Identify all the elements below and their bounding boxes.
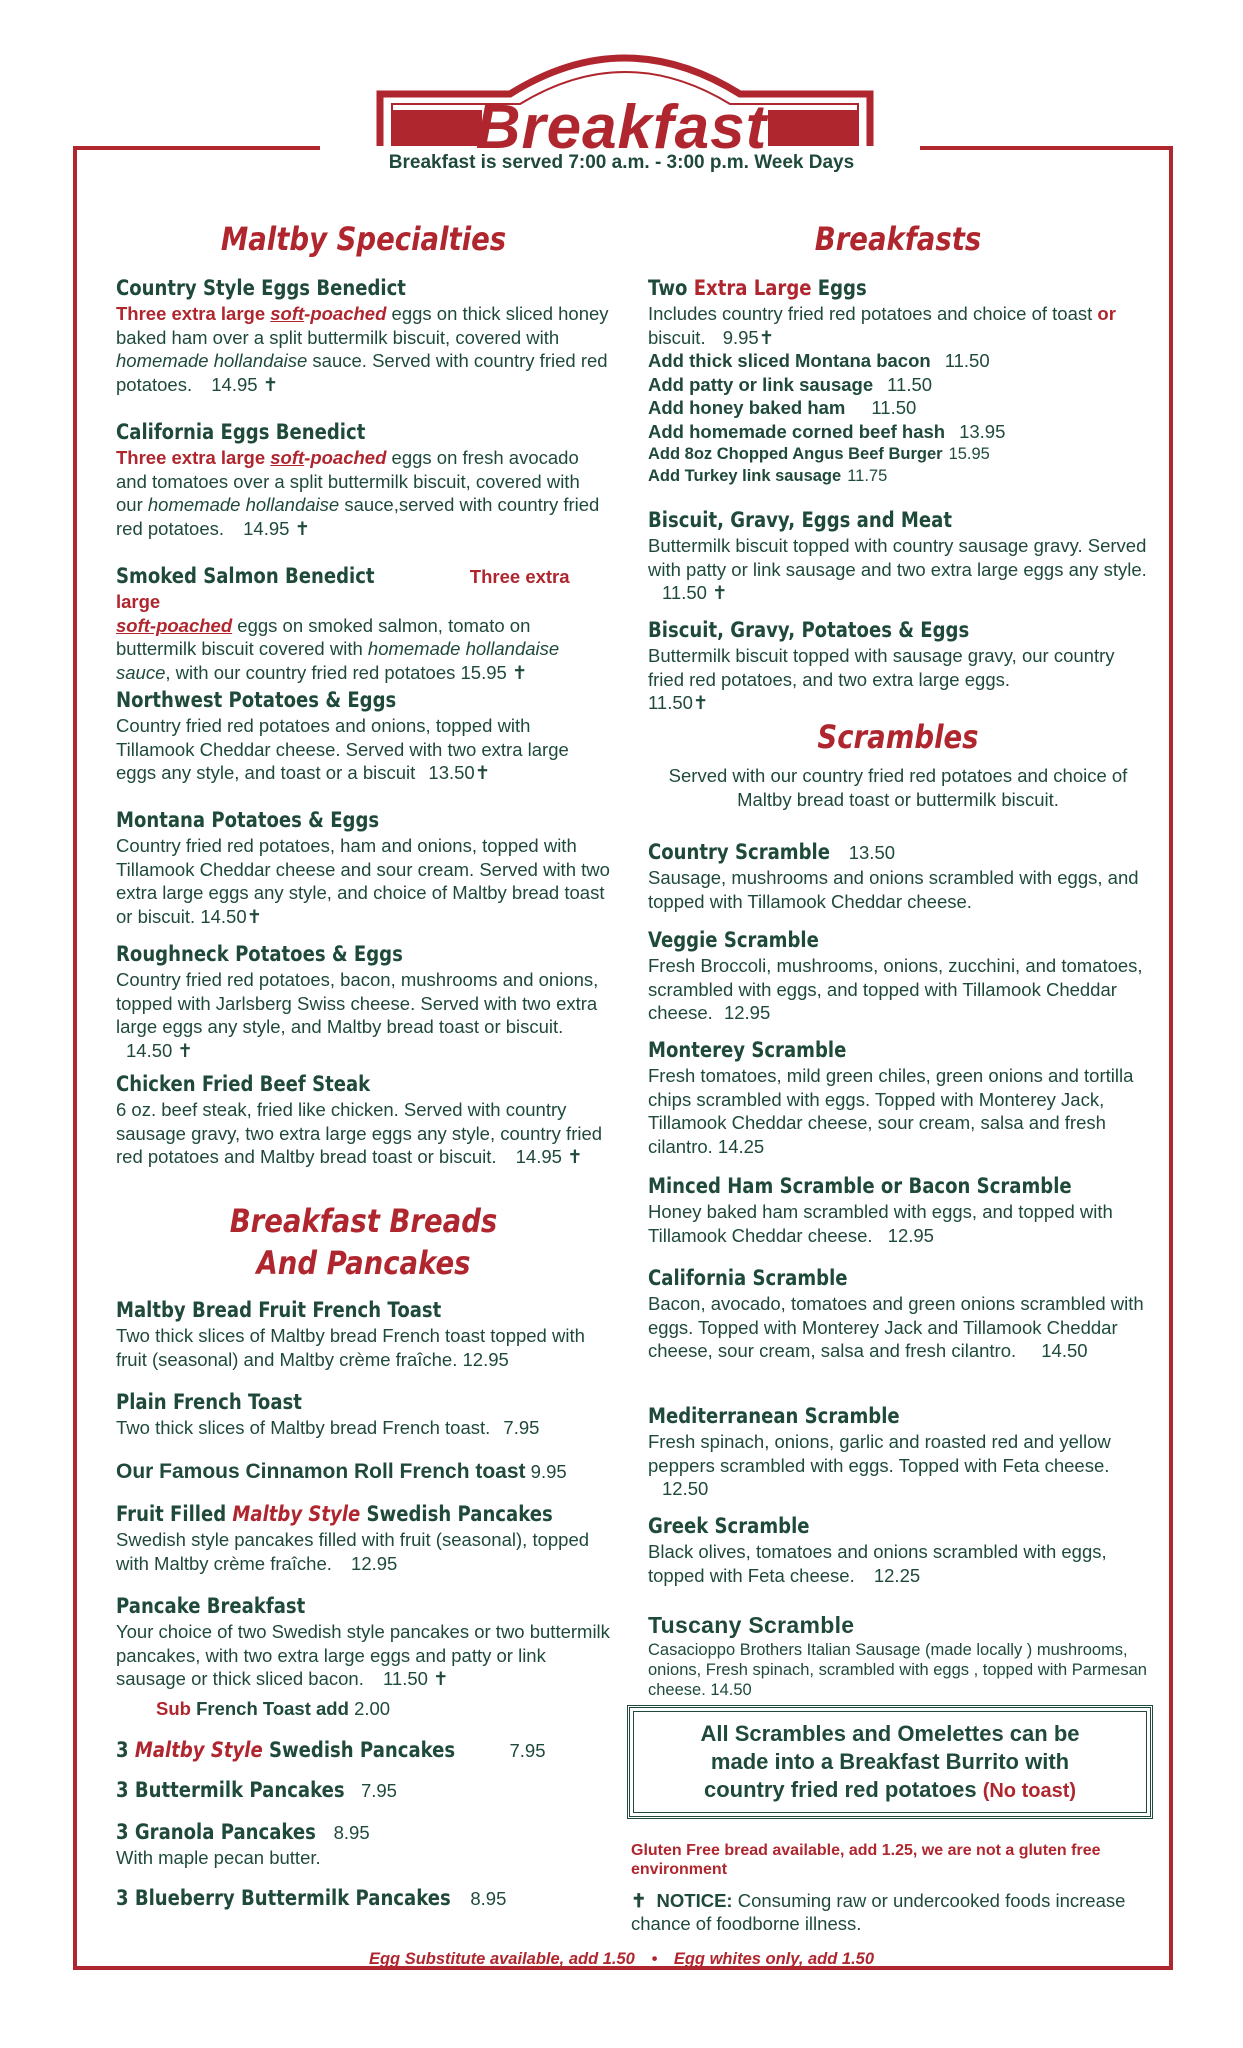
item-name: Mediterranean Scramble — [648, 1404, 900, 1428]
item-price: 13.50 — [848, 842, 896, 863]
menu-item — [116, 1736, 611, 1764]
item-price: 13.50✝ — [428, 762, 491, 783]
item-price: 14.95 ✝ — [515, 1146, 583, 1167]
item-name: Maltby Bread Fruit French Toast — [116, 1298, 442, 1322]
menu-item: Biscuit, Gravy, Eggs and Meat Buttermilk biscuit topped with country sausage gravy. Served with patty or link sausage and two extra large eggs any style. 11.50 ✝ — [648, 508, 1147, 603]
item-price: 14.95 ✝ — [243, 517, 311, 539]
item-name: Plain French Toast — [116, 1390, 302, 1414]
page-title: Breakfast — [475, 93, 768, 162]
item-price: 12.95 — [351, 1552, 398, 1574]
item-name: 3 Granola Pancakes — [116, 1820, 316, 1844]
item-price: 9.95 — [530, 1461, 567, 1482]
item-price: 11.50 ✝ — [382, 1668, 449, 1689]
item-name: Our Famous Cinnamon Roll French toast — [116, 1460, 526, 1483]
item-price: 14.50 — [1041, 1340, 1088, 1361]
item-price: 7.95 — [360, 1780, 397, 1801]
menu-item: Monterey Scramble Fresh tomatoes, mild green chiles, green onions and tortilla chips scrambled with eggs. Topped with Monterey Jack, Tillamook Cheddar cheese, sour cream, salsa and fresh cilantro. 14.25 — [648, 1038, 1134, 1157]
item-price: 12.95 — [462, 1348, 509, 1370]
item-name: Pancake Breakfast — [116, 1594, 306, 1618]
menu-item: Montana Potatoes & Eggs Country fried red potatoes, ham and onions, topped with Tillamook Cheddar cheese and sour cream. Served with two extra large eggs any style, and choice of Maltby bread toast or biscuit. 14.50✝ — [116, 808, 610, 927]
item-price: 8.95 — [333, 1822, 370, 1843]
item-name: 3 Buttermilk Pancakes — [116, 1778, 345, 1802]
item-price: 8.95 — [470, 1888, 507, 1909]
item-price: 14.95 ✝ — [211, 373, 279, 395]
menu-item: California Scramble Bacon, avocado, tomatoes and green onions scrambled with eggs. Topped with Monterey Jack and Tillamook Cheddar cheese, sour cream, salsa and fresh cilantro. 14.50 — [648, 1266, 1144, 1361]
scrambles-intro: Served with our country fried red potatoes and choice of Maltby bread toast or buttermilk biscuit. — [668, 765, 1128, 810]
foodborne-notice: ✝ NOTICE: Consuming raw or undercooked foods increase chance of foodborne illness. — [631, 1890, 1126, 1934]
burrito-notice-box: All Scrambles and Omelettes can be made into a Breakfast Burrito with country fried red potatoes (No toast) — [627, 1705, 1153, 1819]
addon-item: Add thick sliced Montana bacon 11.50 — [648, 350, 990, 371]
item-price: 14.50✝ — [200, 905, 263, 927]
menu-item: Smoked Salmon Benedict Three extra large soft-poached eggs on smoked salmon, tomato on buttermilk biscuit covered with homemade hollandaise sauce, with our country fried red potatoes 15.95 ✝ — [116, 564, 570, 683]
addon-item: Add patty or link sausage 11.50 — [648, 373, 933, 395]
menu-item: Minced Ham Scramble or Bacon Scramble Honey baked ham scrambled with eggs, and topped with Tillamook Cheddar cheese. 12.95 — [648, 1174, 1113, 1246]
menu-item: Plain French Toast Two thick slices of Maltby bread French toast. 7.95 — [116, 1390, 540, 1438]
item-name: Minced Ham Scramble or Bacon Scramble — [648, 1174, 1072, 1198]
item-price: 7.95 — [509, 1740, 546, 1761]
item-name: Two Extra Large Eggs — [648, 276, 867, 300]
gluten-free-note: Gluten Free bread available, add 1.25, we are not a gluten free environment — [631, 1842, 1101, 1878]
item-price: 12.25 — [873, 1564, 921, 1586]
item-price: 14.50 ✝ — [126, 1039, 193, 1061]
menu-item: Maltby Bread Fruit French Toast Two thick slices of Maltby bread French toast topped with fruit (seasonal) and Maltby crème fraîche. 12.95 — [116, 1298, 585, 1370]
item-name: Country Scramble — [648, 840, 830, 864]
menu-item: Country Style Eggs Benedict Three extra large soft-poached eggs on thick sliced honey baked ham over a split buttermilk biscuit, covered with homemade hollandaise sauce. Served with country fried red potatoes. 14.95 ✝ — [116, 276, 609, 395]
item-name: Northwest Potatoes & Eggs — [116, 688, 397, 712]
menu-item: Mediterranean Scramble Fresh spinach, onions, garlic and roasted red and yellow peppers scrambled with eggs. Topped with Feta cheese. 12.50 — [648, 1404, 1111, 1499]
menu-item — [116, 1776, 611, 1804]
section-title-maltby-specialties: Maltby Specialties — [220, 220, 507, 258]
item-name: 3 Maltby Style Swedish Pancakes — [116, 1738, 456, 1762]
item-price: 7.95 — [503, 1417, 540, 1438]
menu-item: Pancake Breakfast Your choice of two Swedish style pancakes or two buttermilk pancakes, with two extra large eggs and patty or link sausage or thick sliced bacon. 11.50 ✝ Sub French Toast add 2.00 — [116, 1594, 610, 1719]
menu-item — [116, 1460, 611, 1484]
item-price: 15.95 ✝ — [460, 661, 528, 683]
menu-item: Greek Scramble Black olives, tomatoes and onions scrambled with eggs, topped with Feta cheese. 12.25 — [648, 1514, 1107, 1586]
addon-item: Add 8oz Chopped Angus Beef Burger 15.95 — [648, 445, 990, 463]
item-name: Fruit Filled Maltby Style Swedish Pancakes — [116, 1502, 553, 1526]
item-price: 9.95✝ — [722, 326, 775, 348]
item-price: 11.50✝ — [648, 692, 709, 713]
addon-item: Add homemade corned beef hash 13.95 — [648, 420, 1006, 442]
addon-item: Add honey baked ham 11.50 — [648, 397, 917, 418]
menu-item: California Eggs Benedict Three extra large soft-poached eggs on fresh avocado and tomatoes over a split buttermilk biscuit, covered with our homemade hollandaise sauce,served with country fried red potatoes. 14.95 ✝ — [116, 420, 600, 539]
section-title-breakfasts: Breakfasts — [814, 220, 982, 258]
footer-egg-options: Egg Substitute available, add 1.50 • Egg whites only, add 1.50 — [368, 1950, 875, 1968]
item-price: 12.95 — [887, 1224, 934, 1246]
menu-item: 3 Granola Pancakes 8.95 With maple pecan butter. — [116, 1820, 370, 1868]
item-name: Biscuit, Gravy, Potatoes & Eggs — [648, 618, 970, 642]
item-name: Chicken Fried Beef Steak — [116, 1072, 371, 1096]
item-name: Montana Potatoes & Eggs — [116, 808, 380, 832]
menu-item — [116, 1884, 611, 1912]
item-name: California Scramble — [648, 1266, 848, 1290]
item-name: Roughneck Potatoes & Eggs — [116, 942, 403, 966]
item-name: California Eggs Benedict — [116, 420, 366, 444]
menu-item: Veggie Scramble Fresh Broccoli, mushrooms, onions, zucchini, and tomatoes, scrambled with eggs, and topped with Tillamook Cheddar cheese. 12.95 — [648, 928, 1143, 1023]
item-name: Tuscany Scramble — [648, 1612, 855, 1638]
menu-item: Biscuit, Gravy, Potatoes & Eggs Buttermilk biscuit topped with sausage gravy, our country fried red potatoes, and two extra large eggs. 11.50✝ — [648, 618, 1115, 713]
cross-icon: ✝ — [631, 1890, 647, 1911]
item-name: Greek Scramble — [648, 1514, 810, 1538]
item-price: 12.50 — [662, 1478, 709, 1499]
item-price: 14.25 — [717, 1135, 765, 1157]
item-name: Monterey Scramble — [648, 1038, 847, 1062]
item-price: 12.95 — [723, 1002, 771, 1023]
section-title-breakfast-breads: Breakfast Breads — [229, 1202, 498, 1240]
item-name: Country Style Eggs Benedict — [116, 276, 406, 300]
breakfast-hours: Breakfast is served 7:00 a.m. - 3:00 p.m. Week Days — [388, 152, 855, 173]
item-name: 3 Blueberry Buttermilk Pancakes — [116, 1886, 451, 1910]
menu-item: Chicken Fried Beef Steak 6 oz. beef steak, fried like chicken. Served with country sausage gravy, two extra large eggs any style, country fried red potatoes and Maltby bread toast or biscuit. 14.95 ✝ — [116, 1072, 603, 1167]
section-title-scrambles: Scrambles — [817, 718, 979, 756]
item-name: Smoked Salmon Benedict — [116, 564, 375, 588]
item-price: 11.50 ✝ — [662, 582, 728, 603]
sub-french-toast: Sub French Toast add 2.00 — [156, 1697, 391, 1719]
menu-item: Northwest Potatoes & Eggs Country fried red potatoes and onions, topped with Tillamook Cheddar cheese. Served with two extra large eggs any style, and toast or a biscuit 13.50✝ — [116, 688, 569, 783]
bullet-separator: • — [651, 1950, 658, 1968]
menu-item: Two Extra Large Eggs Includes country fried red potatoes and choice of toast or biscuit. 9.95✝ Add thick sliced Montana bacon 11.50 Add patty or link sausage 11.50 Add honey baked ham 11.50 Add homemade corned beef hash 13.95 Add 8oz Chopped Angus Beef Burger 15.95 Add Turkey link sausage 11.75 — [648, 274, 1148, 487]
section-title-and-pancakes: And Pancakes — [256, 1244, 471, 1282]
menu-item: Country Scramble 13.50 Sausage, mushrooms and onions scrambled with eggs, and topped with Tillamook Cheddar cheese. — [648, 840, 1139, 912]
menu-item: Roughneck Potatoes & Eggs Country fried red potatoes, bacon, mushrooms and onions, topped with Jarlsberg Swiss cheese. Served with two extra large eggs any style, and Maltby bread toast or biscuit. 14.50 ✝ — [116, 942, 599, 1061]
addon-item: Add Turkey link sausage 11.75 — [648, 467, 888, 485]
item-name: Biscuit, Gravy, Eggs and Meat — [648, 508, 952, 532]
item-price: 14.50 — [710, 1681, 752, 1699]
menu-item: Fruit Filled Maltby Style Swedish Pancakes Swedish style pancakes filled with fruit (seasonal), topped with Maltby crème fraîche. 12.95 — [116, 1502, 590, 1574]
item-name: Veggie Scramble — [648, 928, 819, 952]
menu-item: Tuscany Scramble Casacioppo Brothers Italian Sausage (made locally ) mushrooms, onions, Fresh spinach, scrambled with eggs , topped with Parmesan cheese. 14.50 — [648, 1612, 1147, 1699]
